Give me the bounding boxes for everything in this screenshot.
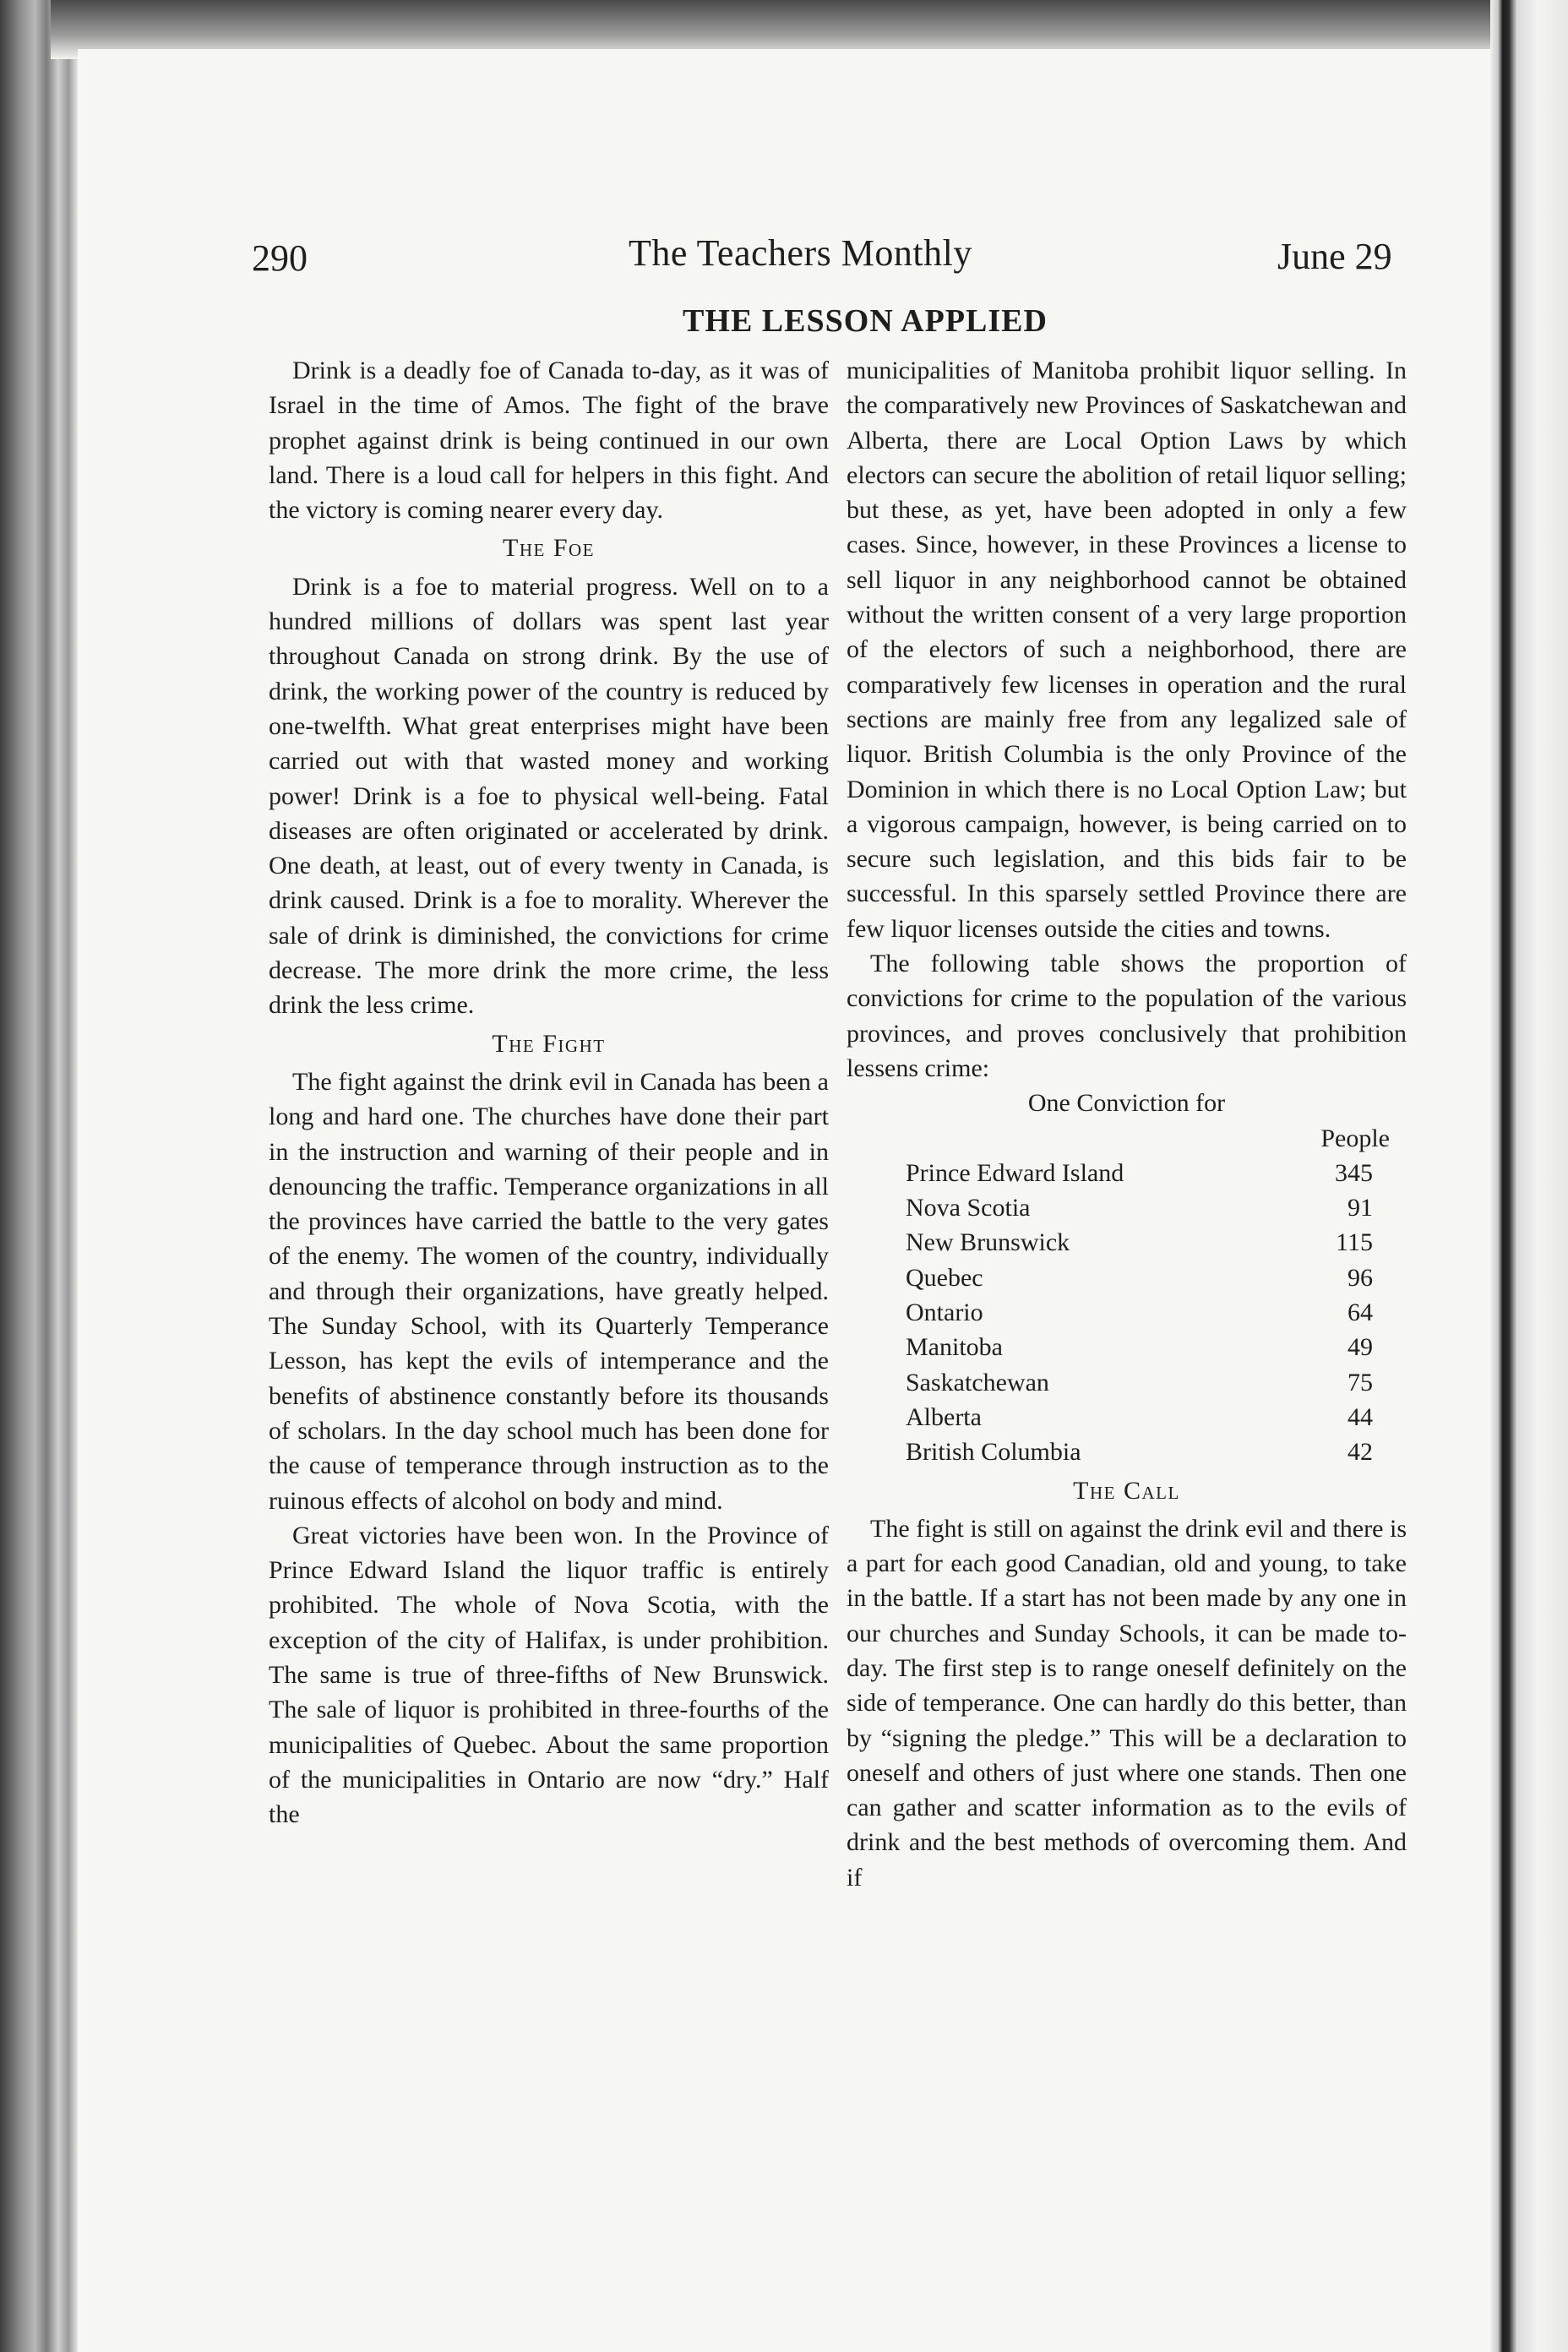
province-cell: Manitoba	[906, 1333, 1003, 1362]
people-cell: 96	[1348, 1263, 1373, 1292]
province-cell: Saskatchewan	[906, 1368, 1049, 1396]
book-right-edge	[1490, 0, 1568, 2352]
table-row	[847, 1225, 1407, 1260]
table-intro-paragraph: The following table shows the proportion of convictions for crime to the population of the various provinces, and proves conclusively that prohibition lessens crime:	[847, 950, 1407, 1082]
issue-date: June 29	[1277, 236, 1392, 277]
people-cell: 42	[1348, 1438, 1373, 1467]
province-cell: Quebec	[906, 1263, 983, 1292]
table-row	[847, 1156, 1407, 1190]
table-title: One Conviction for	[1027, 1089, 1226, 1118]
foe-paragraph: Drink is a foe to material progress. Well on to a hundred millions of dollars was spent last year throughout Canada on strong drink. By the use of drink, the working power of the country is reduced by one-twelfth. What great enterprises might have been carried out with that wasted money and working power! Drink is a foe to physical well-being. Fatal diseases are often originated or accelerated by drink. One death, at least, out of every twenty in Canada, is drink caused. Drink is a foe to morality. Wherever the sale of drink is diminished, the convictions for crime decrease. The more drink the more crime, the less drink the less crime.	[269, 572, 829, 1020]
people-cell: 64	[1348, 1298, 1373, 1327]
people-cell: 345	[1335, 1158, 1373, 1187]
book-binding-edge	[0, 0, 78, 2352]
people-cell: 115	[1336, 1228, 1373, 1257]
subheading-fight: The Fight	[492, 1029, 606, 1058]
subheading-call: The Call	[1073, 1476, 1180, 1505]
table-row	[847, 1190, 1407, 1225]
page-number: 290	[252, 237, 308, 279]
table-row	[847, 1330, 1407, 1364]
province-cell: Nova Scotia	[906, 1194, 1031, 1222]
people-cell: 44	[1348, 1402, 1373, 1431]
table-row	[847, 1435, 1407, 1469]
province-cell: Ontario	[906, 1298, 983, 1327]
table-column-header: People	[1320, 1124, 1390, 1152]
right-column	[847, 353, 1407, 1895]
call-paragraph: The fight is still on against the drink evil and there is a part for each good Canadian, old and young, to take in the battle. If a start has not been made by any one in our churches and Sunday Schools, it can be made to-day. The first step is to range oneself definitely on the side of temperance. One can hardly do this better, than by “signing the pledge.” This will be a declaration to oneself and others of just where one stands. Then one can gather and scatter information as to the evils of drink and the best methods of overcoming them. And if	[847, 1514, 1407, 1892]
book-page	[78, 49, 1490, 2352]
convictions-table	[847, 1121, 1407, 1470]
page-header	[78, 49, 1490, 302]
continued-paragraph: municipalities of Manitoba prohibit liquor selling. In the comparatively new Provinces of Saskatchewan and Alberta, there are Local Option Laws by which electors can secure the abolition of retail liquor selling; but these, as yet, have been adopted in only a few cases. Since, however, in these Provinces a license to sell liquor in any neighborhood cannot be obtained without the written consent of a very large proportion of the electors of such a neighborhood, there are comparatively few licenses in operation and the rural sections are mainly free from any legalized sale of liquor. British Columbia is the only Province of the Dominion in which there is no Local Option Law; but a vigorous campaign, however, is being carried on to secure such legislation, and this bids fair to be successful. In this sparsely settled Province there are few liquor licenses outside the cities and towns.	[847, 357, 1407, 943]
people-cell: 75	[1348, 1368, 1373, 1396]
province-cell: Alberta	[906, 1402, 982, 1431]
fight-paragraph-2: Great victories have been won. In the Province of Prince Edward Island the liquor traffic is entirely prohibited. The whole of Nova Scotia, with the exception of the city of Halifax, is under prohibition. The same is true of three-fifths of New Brunswick. The sale of liquor is prohibited in three-fourths of the municipalities of Quebec. About the same proportion of the municipalities in Ontario are now “dry.” Half the	[269, 1521, 829, 1829]
province-cell: New Brunswick	[906, 1228, 1070, 1257]
subheading-foe: The Foe	[503, 534, 595, 563]
people-cell: 91	[1348, 1194, 1373, 1222]
left-column	[269, 353, 829, 1832]
table-row	[847, 1365, 1407, 1400]
people-cell: 49	[1348, 1333, 1373, 1362]
province-cell: British Columbia	[906, 1438, 1081, 1467]
fight-paragraph-1: The fight against the drink evil in Canada has been a long and hard one. The churches have done their part in the instruction and warning of their people and in denouncing the traffic. Temperance organizations in all the provinces have carried the battle to the very gates of the enemy. The women of the country, individually and through their organizations, have greatly helped. The Sunday School, with its Quarterly Temperance Lesson, has kept the evils of intemperance and the benefits of abstinence constantly before its thousands of scholars. In the day school much has been done for the cause of temperance through instruction as to the ruinous effects of alcohol on body and mind.	[269, 1067, 829, 1515]
intro-paragraph: Drink is a deadly foe of Canada to-day, as it was of Israel in the time of Amos. The fight of the brave prophet against drink is being continued in our own land. There is a loud call for helpers in this fight. And the victory is coming nearer every day.	[269, 357, 829, 525]
table-row	[847, 1400, 1407, 1435]
province-cell: Prince Edward Island	[906, 1158, 1124, 1187]
running-title: The Teachers Monthly	[629, 232, 972, 274]
table-row	[847, 1295, 1407, 1330]
table-row	[847, 1260, 1407, 1295]
section-title: THE LESSON APPLIED	[683, 303, 1048, 339]
table-header-row	[847, 1121, 1407, 1156]
